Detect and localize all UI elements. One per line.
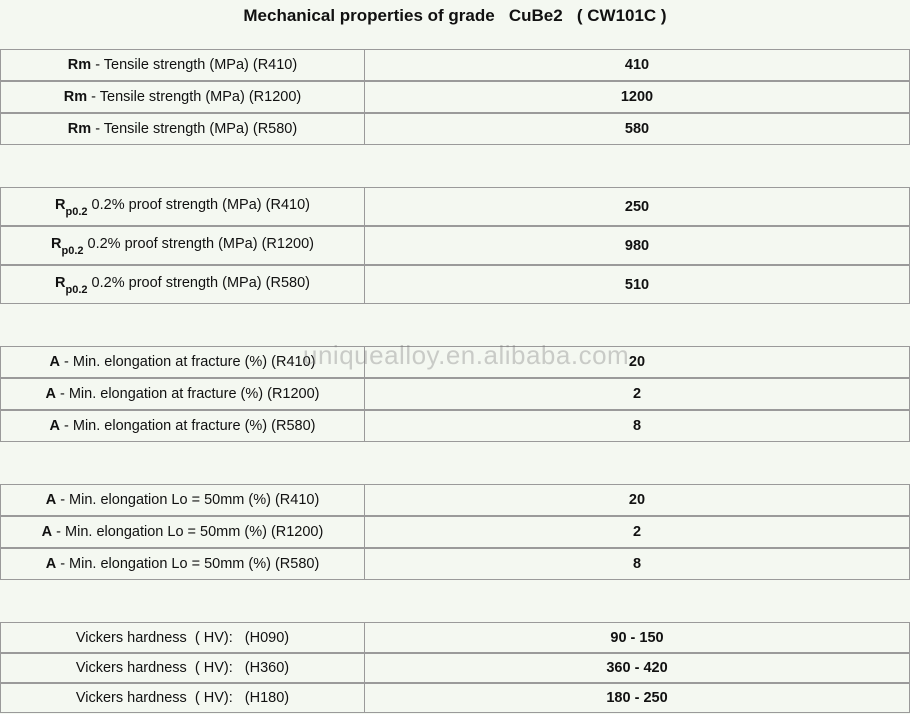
property-label: - Min. elongation at fracture (%) (R1200)	[55, 386, 320, 402]
property-label: 0.2% proof strength (MPa) (R580)	[87, 274, 310, 291]
table-row	[0, 653, 910, 683]
watermark: uniquealloy.en.alibaba.com	[303, 340, 630, 370]
property-label-cell	[0, 484, 365, 516]
property-symbol: Rm	[67, 121, 92, 137]
property-symbol: A	[41, 524, 53, 540]
property-symbol: A	[45, 386, 56, 402]
page-title: Mechanical properties of grade CuBe2 ( CW101C )	[243, 6, 667, 25]
table-row	[0, 226, 910, 265]
property-value: 510	[365, 265, 910, 304]
table-row	[0, 410, 910, 442]
property-label-cell	[0, 226, 365, 265]
property-symbol: R	[55, 274, 66, 291]
property-label: - Min. elongation Lo = 50mm (%) (R410)	[56, 492, 320, 508]
property-label: Vickers hardness ( HV): (H360)	[0, 653, 365, 683]
property-symbol: A	[45, 556, 57, 572]
property-label-cell	[0, 548, 365, 580]
property-label-cell	[0, 410, 365, 442]
property-symbol: R	[55, 196, 66, 213]
property-value: 2	[365, 378, 910, 410]
property-value: 180 - 250	[365, 683, 910, 713]
property-label: - Tensile strength (MPa) (R580)	[91, 121, 298, 137]
table-row	[0, 516, 910, 548]
property-label-cell	[0, 346, 365, 378]
property-value: 20	[365, 484, 910, 516]
property-value: 2	[365, 516, 910, 548]
table-row	[0, 683, 910, 713]
property-label: Vickers hardness ( HV): (H180)	[0, 683, 365, 713]
property-label-cell	[0, 378, 365, 410]
property-label-cell	[0, 113, 365, 145]
property-label: - Min. elongation at fracture (%) (R580)	[60, 418, 316, 434]
table-row	[0, 622, 910, 653]
property-value: 410	[365, 49, 910, 81]
table-row	[0, 548, 910, 580]
property-subscript: p0.2	[65, 205, 88, 218]
table-row	[0, 265, 910, 304]
property-symbol: Rm	[63, 89, 88, 105]
property-subscript: p0.2	[61, 244, 84, 257]
property-value: 20	[365, 346, 910, 378]
property-symbol: A	[49, 354, 60, 370]
property-value: 980	[365, 226, 910, 265]
property-value: 250	[365, 187, 910, 226]
property-symbol: R	[51, 235, 62, 252]
table-row	[0, 484, 910, 516]
property-subscript: p0.2	[65, 283, 88, 296]
table-row	[0, 113, 910, 145]
property-label-cell	[0, 81, 365, 113]
property-label: 0.2% proof strength (MPa) (R410)	[87, 196, 310, 213]
property-label-cell	[0, 49, 365, 81]
property-label: - Tensile strength (MPa) (R1200)	[87, 89, 302, 105]
property-label: - Min. elongation Lo = 50mm (%) (R580)	[56, 556, 320, 572]
property-value: 90 - 150	[365, 622, 910, 653]
property-label: - Min. elongation Lo = 50mm (%) (R1200)	[52, 524, 324, 540]
property-symbol: A	[45, 492, 57, 508]
table-row	[0, 187, 910, 226]
property-label: - Tensile strength (MPa) (R410)	[91, 57, 298, 73]
table-row	[0, 49, 910, 81]
property-value: 360 - 420	[365, 653, 910, 683]
property-label-cell	[0, 187, 365, 226]
property-symbol: Rm	[67, 57, 92, 73]
property-label-cell	[0, 516, 365, 548]
property-value: 1200	[365, 81, 910, 113]
table-row	[0, 346, 910, 378]
property-label: - Min. elongation at fracture (%) (R410)	[60, 354, 316, 370]
table-row	[0, 378, 910, 410]
property-value: 8	[365, 410, 910, 442]
property-value: 580	[365, 113, 910, 145]
table-row	[0, 81, 910, 113]
property-value: 8	[365, 548, 910, 580]
property-label-cell	[0, 265, 365, 304]
property-label: 0.2% proof strength (MPa) (R1200)	[83, 235, 314, 252]
property-label: Vickers hardness ( HV): (H090)	[0, 622, 365, 653]
property-symbol: A	[49, 418, 60, 434]
